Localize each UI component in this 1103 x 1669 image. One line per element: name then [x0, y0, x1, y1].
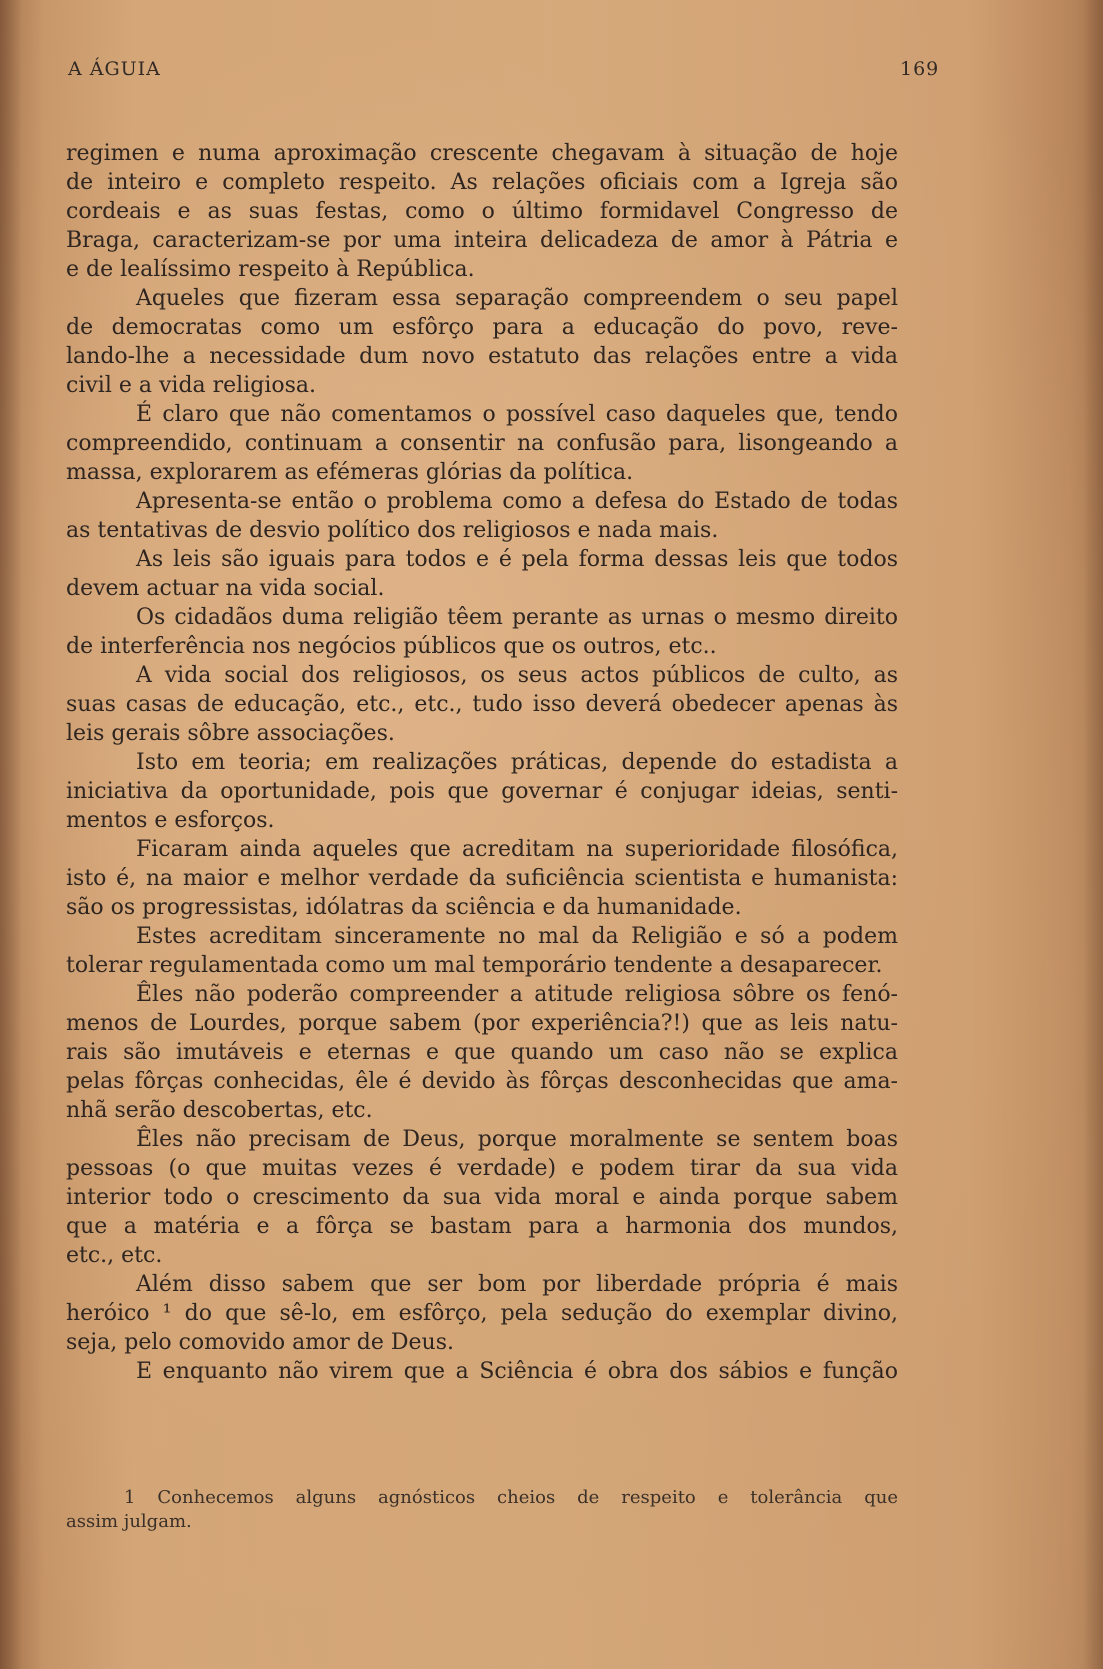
- text-line: Os cidadãos duma religião têem perante as urnas o mesmo direito: [136, 605, 898, 630]
- text-line: Êles não poderão compreender a atitude religiosa sôbre os fenó-: [136, 982, 898, 1007]
- text-line: Êles não precisam de Deus, porque moralmente se sentem boas: [136, 1127, 898, 1152]
- text-line: cordeais e as suas festas, como o último formidavel Congresso de: [66, 199, 898, 224]
- text-line: devem actuar na vida social.: [66, 576, 385, 601]
- text-line: leis gerais sôbre associações.: [66, 721, 395, 746]
- text-line: Aqueles que fizeram essa separação compreendem o seu papel: [136, 286, 898, 311]
- text-line: Braga, caracterizam-se por uma inteira delicadeza de amor à Pátria e: [66, 228, 898, 253]
- text-line: civil e a vida religiosa.: [66, 373, 317, 398]
- footnote: [66, 1486, 898, 1534]
- text-line: são os progressistas, idólatras da sciência e da humanidade.: [66, 895, 742, 920]
- text-line: nhã serão descobertas, etc.: [66, 1098, 373, 1123]
- text-line: pessoas (o que muitas vezes é verdade) e podem tirar da sua vida: [66, 1156, 898, 1181]
- text-line: massa, explorarem as efémeras glórias da política.: [66, 460, 634, 485]
- text-line: de inteiro e completo respeito. As relações oficiais com a Igreja são: [66, 170, 898, 195]
- text-line: mentos e esforços.: [66, 808, 275, 833]
- text-line: iniciativa da oportunidade, pois que governar é conjugar ideias, senti-: [66, 779, 898, 804]
- text-line: menos de Lourdes, porque sabem (por experiência?!) que as leis natu-: [66, 1011, 898, 1036]
- page-number: 169: [900, 58, 940, 80]
- text-line: A vida social dos religiosos, os seus actos públicos de culto, as: [136, 663, 898, 688]
- text-line: seja, pelo comovido amor de Deus.: [66, 1330, 455, 1355]
- text-line: Isto em teoria; em realizações práticas, depende do estadista a: [136, 750, 898, 775]
- body-text: [66, 139, 898, 1386]
- text-line: interior todo o crescimento da sua vida moral e ainda porque sabem: [66, 1185, 898, 1210]
- text-line: Apresenta-se então o problema como a defesa do Estado de todas: [136, 489, 898, 514]
- text-line: pelas fôrças conhecidas, êle é devido às fôrças desconhecidas que ama-: [66, 1069, 898, 1094]
- text-line: heróico ¹ do que sê-lo, em esfôrço, pela sedução do exemplar divino,: [66, 1301, 898, 1326]
- text-line: de interferência nos negócios públicos que os outros, etc..: [66, 634, 717, 659]
- text-line: Estes acreditam sinceramente no mal da Religião e só a podem: [136, 924, 898, 949]
- text-line: lando-lhe a necessidade dum novo estatuto das relações entre a vida: [66, 344, 898, 369]
- text-line: regimen e numa aproximação crescente chegavam à situação de hoje: [66, 141, 898, 166]
- text-line: E enquanto não virem que a Sciência é obra dos sábios e função: [136, 1359, 898, 1384]
- running-head: [68, 58, 953, 88]
- text-line: tolerar regulamentada como um mal temporário tendente a desaparecer.: [66, 953, 883, 978]
- footnote-line: 1 Conhecemos alguns agnósticos cheios de respeito e tolerância que: [124, 1487, 898, 1508]
- text-line: Além disso sabem que ser bom por liberdade própria é mais: [136, 1272, 898, 1297]
- text-line: que a matéria e a fôrça se bastam para a harmonia dos mundos,: [66, 1214, 898, 1239]
- text-line: de democratas como um esfôrço para a educação do povo, reve-: [66, 315, 898, 340]
- text-line: e de lealíssimo respeito à República.: [66, 257, 475, 282]
- text-line: suas casas de educação, etc., etc., tudo isso deverá obedecer apenas às: [66, 692, 898, 717]
- footnote-line: assim julgam.: [66, 1511, 192, 1532]
- text-line: As leis são iguais para todos e é pela forma dessas leis que todos: [136, 547, 898, 572]
- text-line: Ficaram ainda aqueles que acreditam na superioridade filosófica,: [136, 837, 898, 862]
- journal-title: A ÁGUIA: [68, 58, 161, 80]
- text-line: compreendido, continuam a consentir na confusão para, lisongeando a: [66, 431, 898, 456]
- text-line: as tentativas de desvio político dos religiosos e nada mais.: [66, 518, 719, 543]
- text-line: rais são imutáveis e eternas e que quando um caso não se explica: [66, 1040, 898, 1065]
- text-line: etc., etc.: [66, 1243, 163, 1268]
- text-line: isto é, na maior e melhor verdade da suficiência scientista e humanista:: [66, 866, 898, 891]
- text-line: É claro que não comentamos o possível caso daqueles que, tendo: [136, 402, 898, 427]
